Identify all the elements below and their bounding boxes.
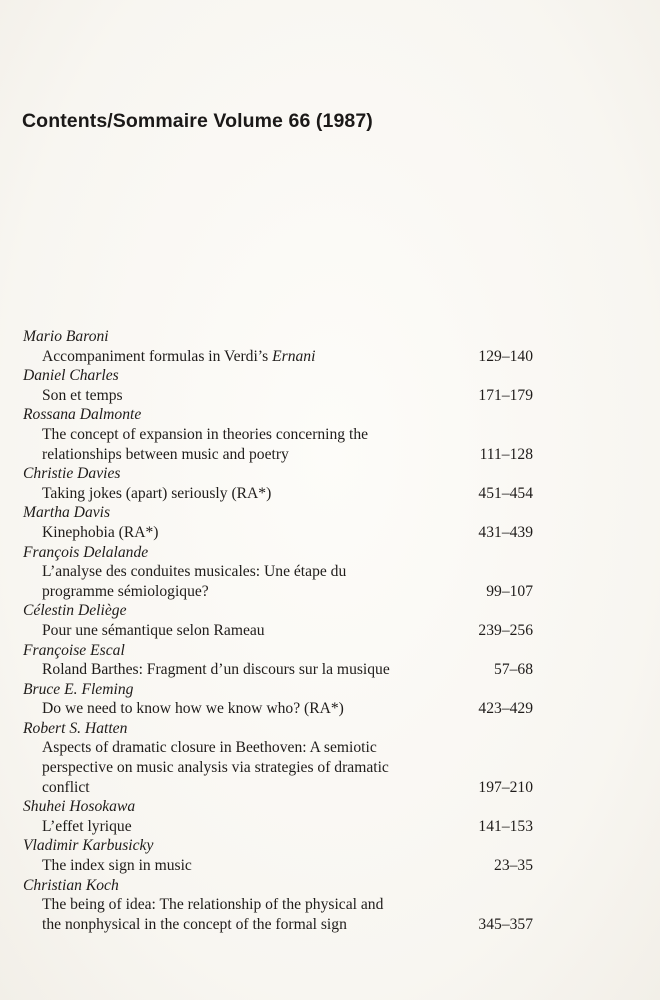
entry-pages: 57–68 [494,661,533,679]
entry-title-line [0,895,660,915]
entry-title-text: The being of idea: The relationship of the physical and [42,896,384,914]
contents-entry [0,719,660,797]
entry-pages: 99–107 [486,582,533,600]
entry-pages: 345–357 [478,915,533,933]
entry-title-line [0,778,660,798]
entry-author: Célestin Deliège [23,602,127,620]
entry-author: Bruce E. Fleming [23,680,134,698]
entry-title-line [0,817,660,837]
entry-title-text: L’effet lyrique [42,817,132,835]
entry-pages: 431–439 [478,523,533,541]
entry-title-italic: Ernani [272,347,316,365]
entry-title-text: Accompaniment formulas in Verdi’s [42,347,273,365]
entry-title-text: relationships between music and poetry [42,445,289,463]
entry-pages: 197–210 [478,778,533,796]
entry-author: Mario Baroni [23,328,109,345]
entry-author: Martha Davis [23,504,111,522]
entry-author: Christie Davies [23,465,121,483]
page-title: Contents/Sommaire Volume 66 (1987) [22,110,373,132]
entry-title-line [0,621,660,641]
entry-title-line [0,758,660,778]
entry-title-text: perspective on music analysis via strategies of dramatic [42,759,389,777]
entry-pages: 239–256 [478,621,533,639]
contents-entry [0,366,660,405]
entry-pages: 423–429 [478,700,533,718]
entry-title-text: the nonphysical in the concept of the formal sign [42,915,347,933]
entry-title-line [0,425,660,445]
entry-title-text: Roland Barthes: Fragment d’un discours sur la musique [42,661,390,679]
entry-title-line [0,445,660,465]
entry-title-text: Pour une sémantique selon Rameau [42,621,265,639]
entry-title-text: The index sign in music [42,857,192,875]
entry-title-text: Son et temps [42,386,123,404]
entry-pages: 141–153 [478,817,533,835]
entry-title-text: programme sémiologique? [42,582,209,600]
contents-entry [0,797,660,836]
contents-entry [0,836,660,875]
entry-title-text: conflict [42,778,90,796]
entry-title-line [0,915,660,935]
entry-title-text: Do we need to know how we know who? (RA*) [42,700,344,718]
entry-title-text: The concept of expansion in theories concerning the [42,425,369,443]
entry-author: Christian Koch [23,876,119,894]
entry-author: Shuhei Hosokawa [23,798,136,816]
entry-author: Françoise Escal [23,641,125,659]
entry-author: Daniel Charles [23,367,119,385]
entry-title-line [0,699,660,719]
contents-entry [0,543,660,602]
contents-entry [0,464,660,503]
entry-author: Robert S. Hatten [23,719,128,737]
entry-title-line [0,523,660,543]
entry-title-line [0,562,660,582]
contents-entry [0,405,660,464]
entry-title-line [0,738,660,758]
contents-entry [0,876,660,935]
entry-title-line [0,856,660,876]
entry-author: François Delalande [23,543,149,561]
entry-title-line [0,484,660,504]
entry-author: Rossana Dalmonte [23,406,142,424]
contents-entry [0,680,660,719]
entry-pages: 451–454 [478,484,533,502]
entry-pages: 23–35 [494,857,533,875]
entry-title-text: L’analyse des conduites musicales: Une étape du [42,563,347,581]
contents-entry [0,327,660,366]
entry-title-text: Kinephobia (RA*) [42,523,159,541]
entry-title-text: Aspects of dramatic closure in Beethoven: A semiotic [42,739,377,757]
contents-list [0,327,660,934]
entry-pages: 129–140 [478,347,533,365]
entry-title-line [0,386,660,406]
entry-title-line [0,582,660,602]
entry-author: Vladimir Karbusicky [23,837,154,855]
entry-title-line [0,347,660,367]
entry-pages: 111–128 [479,445,533,463]
entry-pages: 171–179 [478,386,533,404]
entry-title-text: Taking jokes (apart) seriously (RA*) [42,484,272,502]
contents-entry [0,601,660,640]
entry-title-line [0,660,660,680]
contents-entry [0,503,660,542]
contents-entry [0,641,660,680]
